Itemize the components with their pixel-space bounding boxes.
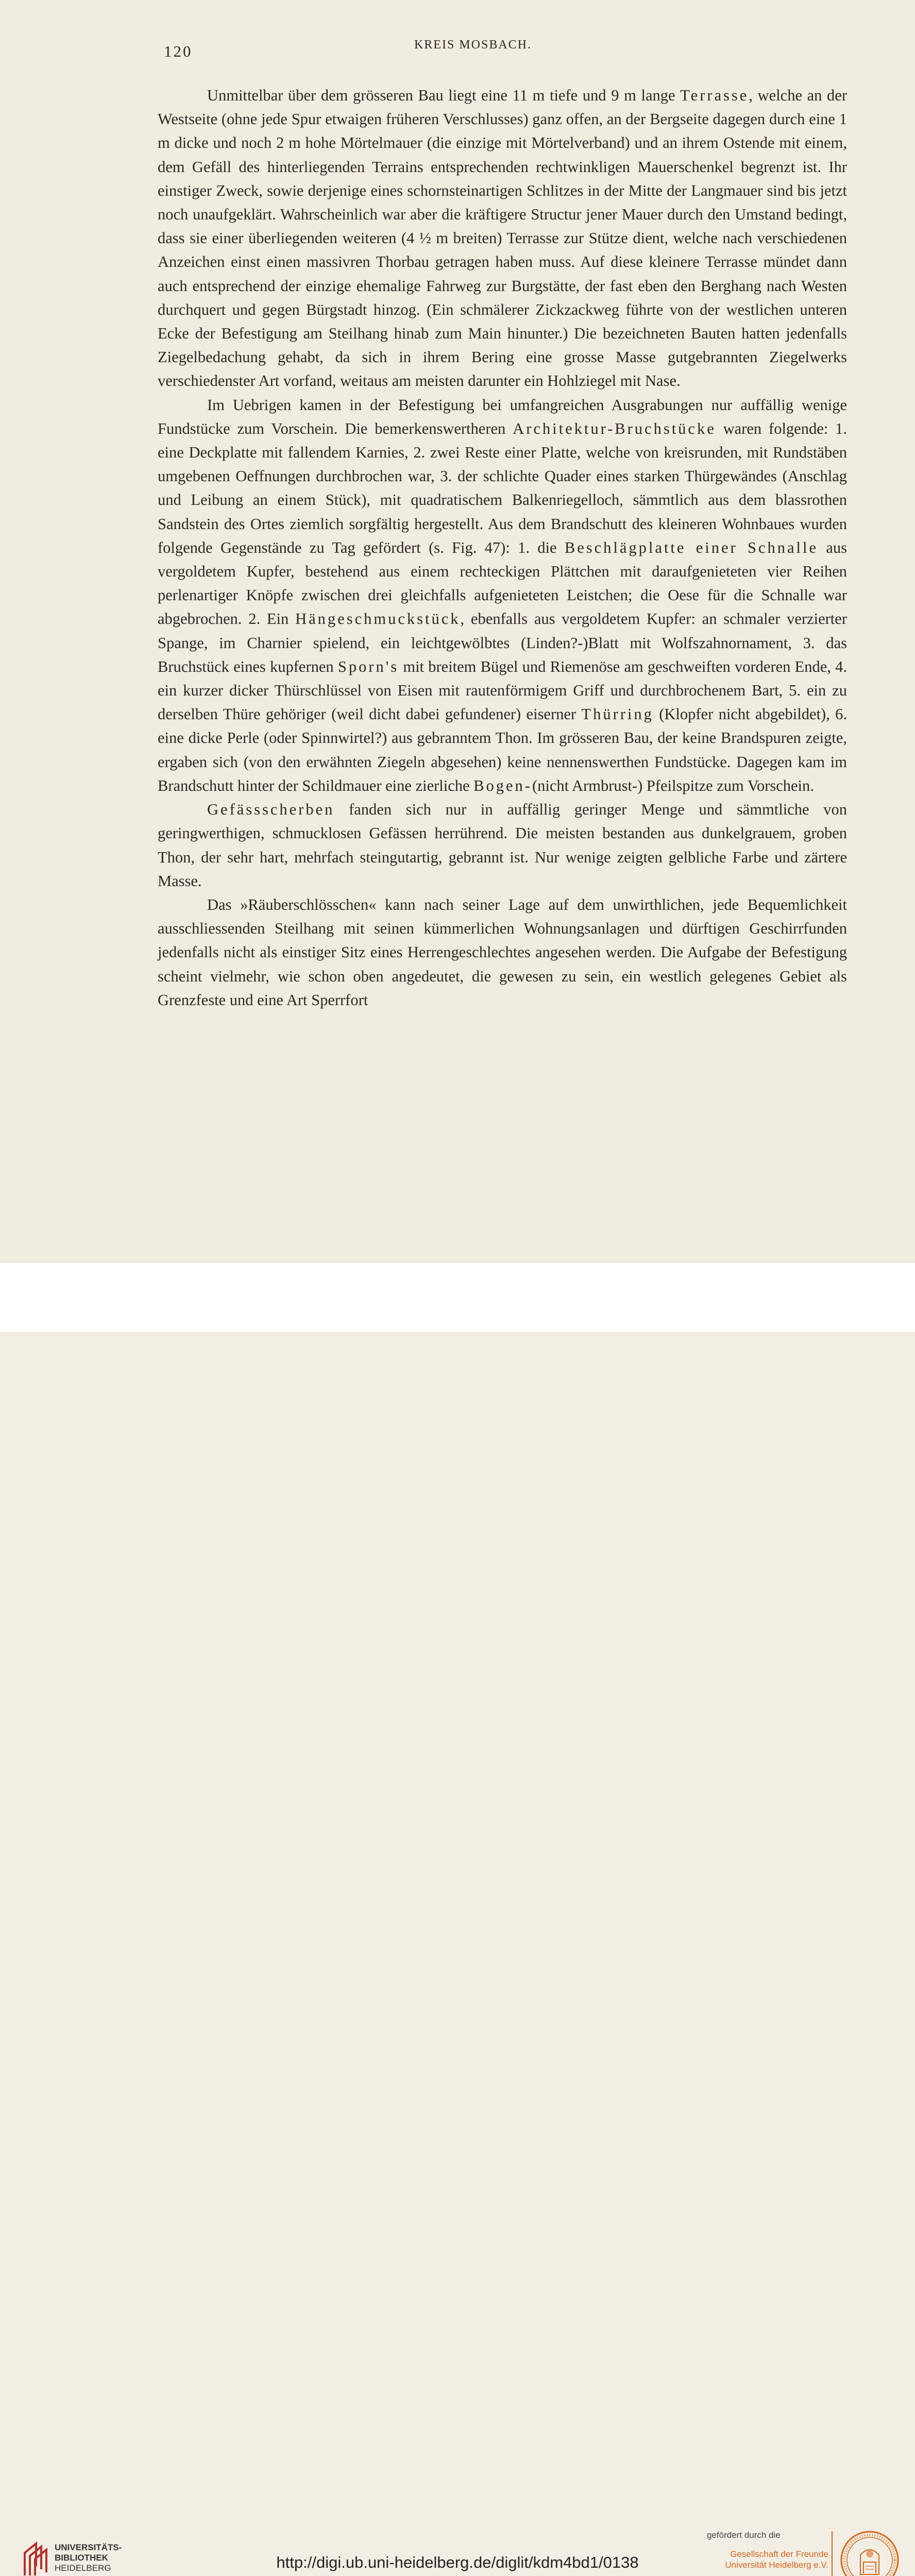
text-run: Das »Räuberschlösschen« kann nach seiner Lage auf dem unwirthlichen, jede Bequemlichkeit ausschliessenden Steilhang mit seinen kümmerlichen Wohnungsanlagen und dürftigen Geschirrfunden jedenfalls nicht als einstiger Sitz eines Herrengeschlechtes angesehen werden. Die Aufgabe der Befestigung scheint vielmehr, wie schon oben angedeutet, die gewesen zu sein, ein westlich gelegenes Gebiet als Grenzfeste und eine Art Sperrfort — [158, 895, 847, 1009]
text-run: aus vergoldetem Kupfer, bestehend aus einem rechteckigen Plättchen mit daraufgenieteten vier Reihen perlenartiger Knöpfe zwischen drei gleichfalls aufgenieteten Leistchen; die Oese für die Schnalle war abgebrochen. 2. Ein — [158, 538, 847, 628]
spaced-term: Gefässscherben — [207, 801, 335, 819]
library-name-line1: UNIVERSITÄTS- — [55, 2543, 122, 2552]
sponsor-name-line2: Universität Heidelberg e.V. — [725, 2560, 828, 2570]
spaced-term: Terrasse — [680, 87, 749, 104]
sponsor-label: gefördert durch die — [707, 2530, 781, 2540]
scanned-page — [0, 0, 915, 1262]
permalink-url[interactable]: http://digi.ub.uni-heidelberg.de/diglit/kdm4bd1/0138 — [276, 2553, 639, 2571]
spaced-term: Architektur-Bruchstücke — [513, 419, 716, 437]
paragraph — [158, 798, 847, 893]
page-number: 120 — [164, 42, 193, 60]
text-run: , welche an der Westseite (ohne jede Spur etwaigen früheren Verschlusses) ganz offen, an der Bergseite dagegen durch eine 1 m dicke und noch 2 m hohe Mörtelmauer (die einzige mit Mörtelverband) und an ihrem Ostende mit einem, dem Gefäll des hinterliegenden Terrains entsprechenden rechtwinkligen Mauerschenkel begrenzt ist. Ihr einstiger Zweck, sowie derjenige eines schornsteinartigen Schlitzes in der Mitte der Langmauer sind bis jetzt noch unaufgeklärt. Wahrscheinlich war aber die kräftigere Structur jener Mauer durch den Umstand bedingt, dass sie einer überliegenden weiteren (4 ½ m breiten) Terrasse zur Stütze dient, welche nach verschiedenen Anzeichen einst einen massivren Thorbau getragen haben muss. Auf diese kleinere Terrasse mündet dann auch entsprechend der einzige ehemalige Fahrweg zur Burgstätte, der fast eben den Berghang nach Westen durchquert und gegen Bürgstadt hinzog. (Ein schmälerer Zickzackweg führte von der westlichen unteren Ecke der Befestigung am Steilhang hinab zum Main hinunter.) Die bezeichneten Bauten hatten jedenfalls Ziegelbedachung gehabt, da sich in ihrem Bering eine grosse Masse gutgebrannten Ziegelwerks verschiedenster Art vorfand, weitaus am meisten darunter ein Hohlziegel mit Nase. — [158, 87, 847, 390]
sponsor-name[interactable] — [725, 2549, 828, 2570]
paragraph — [158, 83, 847, 393]
library-name-line2: BIBLIOTHEK — [55, 2553, 108, 2563]
text-run: (Klopfer nicht abgebildet), 6. eine dicke Perle (oder Spinnwirtel?) aus gebranntem Thon. Im grösseren Bau, der keine Brandspuren zeigte, ergaben sich (von den erwähnten Ziegeln abgesehen) keine nennenswerthen Fundstücke. Dagegen kam im Brandschutt hinter der Schildmauer eine zierliche — [158, 705, 847, 794]
digitization-footer — [0, 1262, 915, 2573]
sponsor-divider — [832, 2531, 833, 2576]
text-run: waren folgende: 1. eine Deckplatte mit fallendem Karnies, 2. zwei Reste einer Platte, welche von kreisrunden, mit Rundstäben umgebenen Oeffnungen durchbrochen war, 3. der schlichte Quader eines starken Thürgewändes (Anschlag und Leibung an einem Stück), mit quadratischem Balkenriegelloch, sämmtlich aus dem blassrothen Sandstein des Ortes ziemlich sorgfältig hergestellt. Aus dem Brandschutt des kleineren Wohnbaues wurden folgende Gegenstände zu Tag gefördert (s. Fig. 47): 1. die — [158, 419, 847, 556]
spaced-term: Bogen- — [473, 776, 532, 794]
sponsor-name-line1: Gesellschaft der Freunde — [730, 2549, 828, 2559]
spaced-term: Sporn's — [337, 657, 399, 675]
university-seal-icon — [840, 2530, 900, 2576]
text-run: mit breitem Bügel und Riemenöse am geschweiften vorderen Ende, 4. ein kurzer dicker Thürschlüssel von Eisen mit rautenförmigem Griff und durchbrochenem Bart, 5. ein zu derselben Thüre gehöriger (weil dicht dabei gefundener) eiserner — [158, 657, 847, 723]
body-text — [158, 83, 847, 1012]
paragraph — [158, 393, 847, 798]
running-title: KREIS MOSBACH. — [414, 38, 532, 52]
library-name-line3: HEIDELBERG — [55, 2563, 111, 2573]
text-run: Unmittelbar über dem grösseren Bau liegt eine 11 m tiefe und 9 m lange — [207, 87, 681, 104]
spaced-term: Beschlägplatte einer Schnalle — [564, 538, 819, 556]
text-run: fanden sich nur in auffällig geringer Menge und sämmtliche von geringwerthigen, schmucklosen Gefässen herrührend. Die meisten bestanden aus dunkelgrauem, groben Thon, der sehr hart, mehrfach steingutartig, gebrannt ist. Nur wenige zeigten gelbliche Farbe und zärtere Masse. — [158, 801, 847, 890]
paragraph — [158, 893, 847, 1012]
text-run: (nicht Armbrust-) Pfeilspitze zum Vorschein. — [532, 776, 814, 794]
spaced-term: Thürring — [581, 705, 654, 723]
text-run: Im Uebrigen kamen in der Befestigung bei umfangreichen Ausgrabungen nur auffällig wenige Fundstücke zum Vorschein. Die bemerkenswertheren — [158, 396, 847, 437]
text-run: , ebenfalls aus vergoldetem Kupfer: an schmaler verzierter Spange, im Charnier spielend, ein leichtgewölbtes (Linden?-)Blatt mit Wolfszahnornament, 3. das Bruchstück eines kupfernen — [158, 610, 847, 675]
spaced-term: Hängeschmuckstück — [295, 610, 461, 628]
